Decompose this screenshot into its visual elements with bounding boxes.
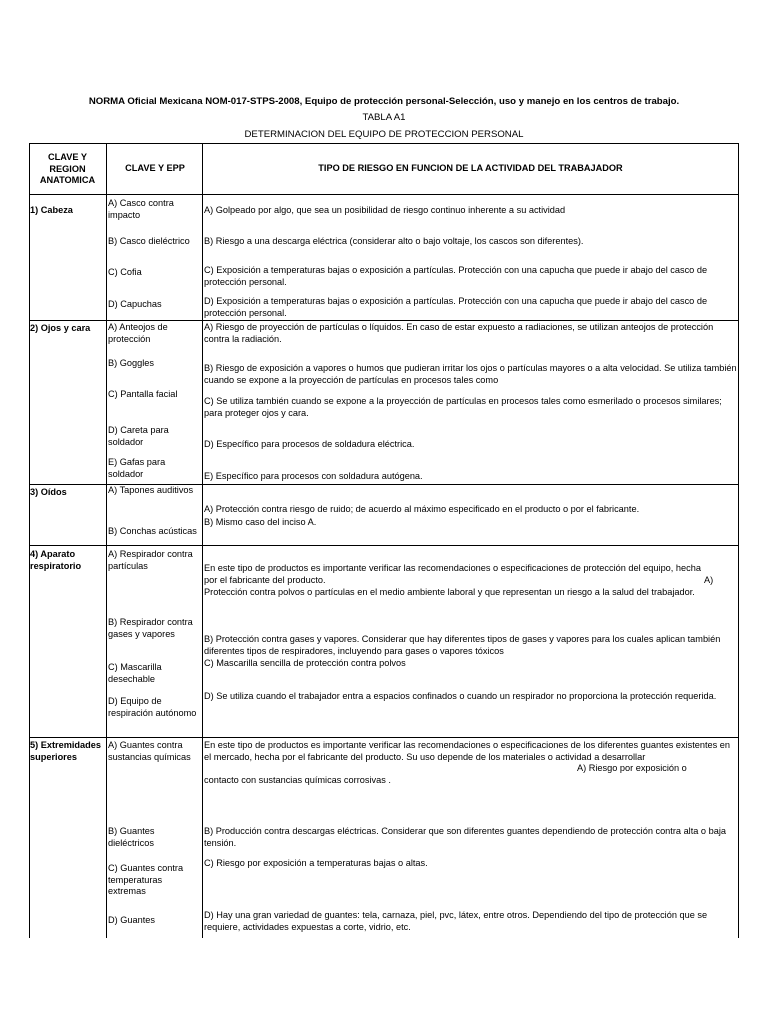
risk-text: En este tipo de productos es importante verificar las recomendaciones o especificaciones de los diferentes guantes existentes en el mercado, hecha por el fabricante del producto. Su uso depende de los materiales o actividad a desarrollar [204,740,731,762]
epp-item: C) Guantes contra temperaturas extremas [108,863,184,896]
risk-text: B) Protección contra gases y vapores. Considerar que hay diferentes tipos de gases y vapores para los cuales aplican también diferentes tipos de respiradores, incluyendo para gases o vapores tóxicos [204,634,721,656]
epp-item: D) Equipo de respiración autónomo [108,696,197,718]
epp-item: B) Conchas acústicas [108,526,197,536]
risk-text: C) Exposición a temperaturas bajas o exposición a partículas. Protección con una capucha que puede ir abajo del casco de protección personal. [204,265,708,287]
risk-text: D) Específico para procesos de soldadura eléctrica. [204,439,415,449]
risk-text: A) Riesgo de proyección de partículas o líquidos. En caso de estar expuesto a radiaciones, se utilizan anteojos de protección contra la radiación. [204,322,714,344]
risk-text: contacto con sustancias químicas corrosivas . [204,775,391,785]
epp-item: B) Casco dieléctrico [108,236,190,246]
table-top-border [29,143,739,144]
region-label: 2) Ojos y cara [30,323,91,333]
epp-item: A) Anteojos de protección [108,322,168,344]
epp-item: C) Cofia [108,267,142,277]
region-label: 5) Extremidades superiores [30,740,101,762]
epp-item: A) Respirador contra partículas [108,549,193,571]
region-label: 3) Oídos [30,487,67,497]
column-divider [106,143,107,938]
risk-text: A) Golpeado por algo, que sea un posibilidad de riesgo continuo inherente a su actividad [204,205,566,215]
risk-text: A) Riesgo por exposición o [577,763,687,773]
epp-item: D) Guantes [108,915,155,925]
risk-text: C) Se utiliza también cuando se expone a la proyección de partículas en procesos tales como esmerilado o procesos similares; para proteger ojos y cara. [204,396,722,418]
epp-item: A) Casco contra impacto [108,198,174,220]
epp-item: D) Capuchas [108,299,162,309]
document-title: NORMA Oficial Mexicana NOM-017-STPS-2008, Equipo de protección personal-Selección, uso y manejo en los centros de trabajo. [88,96,680,107]
row-divider [29,320,739,321]
risk-text: E) Específico para procesos con soldadura autógena. [204,471,423,481]
risk-text: D) Se utiliza cuando el trabajador entra a espacios confinados o cuando un respirador no proporciona la protección requerida. [204,691,717,701]
risk-text: A) [704,575,714,585]
risk-text: D) Hay una gran variedad de guantes: tela, carnaza, piel, pvc, látex, entre otros. Dependiendo del tipo de protección que se requiere, actividades expuestas a corte, vidrio, etc. [204,910,708,932]
column-divider [202,143,203,938]
header-bottom-border [29,194,739,195]
risk-text: Protección contra polvos o partículas en el medio ambiente laboral y que representan un riesgo a la salud del trabajador. [204,587,695,597]
col-header-epp: CLAVE Y EPP [125,163,185,173]
row-divider [29,545,739,546]
risk-text: A) Protección contra riesgo de ruido; de acuerdo al máximo especificado en el producto o por el fabricante. [204,504,640,514]
epp-item: C) Pantalla facial [108,389,178,399]
risk-text: B) Producción contra descargas eléctricas. Considerar que son diferentes guantes dependiendo de protección contra alta o baja tensión. [204,826,726,848]
region-label: 4) Aparato respiratorio [30,549,82,571]
table-subtitle: DETERMINACION DEL EQUIPO DE PROTECCION PERSONAL [244,129,524,140]
epp-item: B) Goggles [108,358,154,368]
risk-text: B) Riesgo a una descarga eléctrica (considerar alto o bajo voltaje, los cascos son diferentes). [204,236,584,246]
epp-item: E) Gafas para soldador [108,457,166,479]
epp-item: B) Guantes dieléctricos [108,826,155,848]
epp-table [29,143,739,938]
table-id: TABLA A1 [362,112,406,123]
risk-text: D) Exposición a temperaturas bajas o exposición a partículas. Protección con una capucha que puede ir abajo del casco de protección personal. [204,296,708,318]
col-header-region: CLAVE Y REGION ANATOMICA [39,152,96,185]
risk-text: C) Mascarilla sencilla de protección contra polvos [204,658,406,668]
risk-text: En este tipo de productos es importante verificar las recomendaciones o especificaciones de protección del equipo, hecha por el fabricante del producto. [204,563,701,585]
epp-item: A) Guantes contra sustancias químicas [108,740,191,762]
epp-item: C) Mascarilla desechable [108,662,162,684]
epp-item: D) Careta para soldador [108,425,169,447]
region-label: 1) Cabeza [30,205,73,215]
risk-text: B) Riesgo de exposición a vapores o humos que pudieran irritar los ojos o partículas mayores o a alta velocidad. Se utiliza también cuando se expone a la proyección de partículas en procesos tales como [204,363,737,385]
col-header-risk: TIPO DE RIESGO EN FUNCION DE LA ACTIVIDAD DEL TRABAJADOR [318,163,623,173]
risk-text: C) Riesgo por exposición a temperaturas bajas o altas. [204,858,428,868]
row-divider [29,737,739,738]
risk-text: B) Mismo caso del inciso A. [204,517,317,527]
epp-item: B) Respirador contra gases y vapores [108,617,193,639]
epp-item: A) Tapones auditivos [108,485,194,495]
